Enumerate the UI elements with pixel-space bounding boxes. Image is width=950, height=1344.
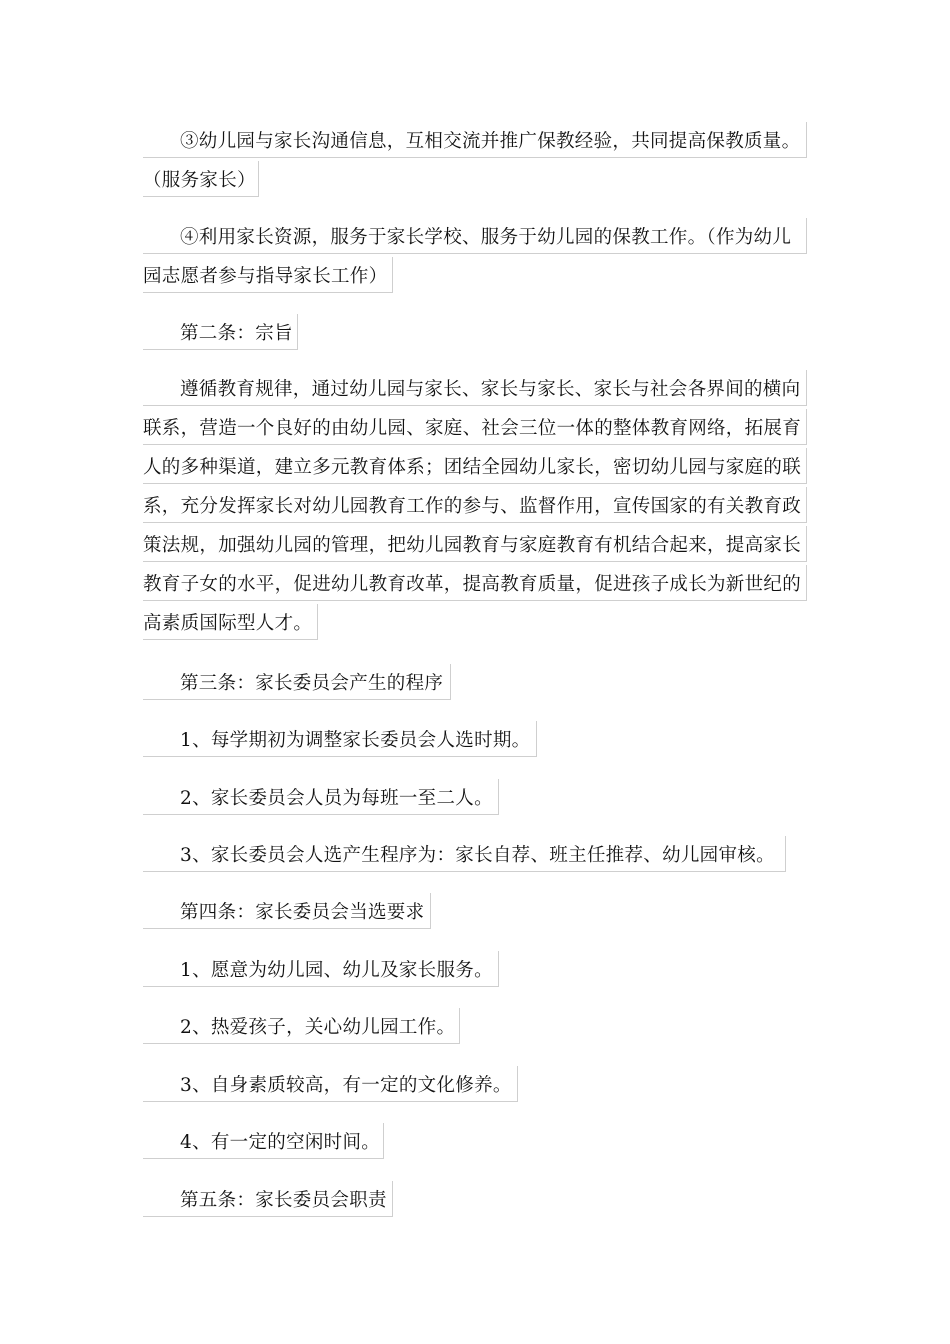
heading-text: 第三条：家长委员会产生的程序 xyxy=(143,664,451,700)
line-text: 教育子女的水平，促进幼儿教育改革，提高教育质量，促进孩子成长为新世纪的 xyxy=(143,565,807,601)
text-line xyxy=(143,314,298,353)
paragraph-item-4 xyxy=(143,218,807,296)
section-heading-5 xyxy=(143,1181,393,1220)
text-line xyxy=(143,604,807,643)
text-line xyxy=(143,1181,393,1220)
list-item xyxy=(143,836,786,875)
text-line xyxy=(143,526,807,565)
text-line xyxy=(143,487,807,526)
heading-text: 第五条：家长委员会职责 xyxy=(143,1181,393,1217)
line-text: ③幼儿园与家长沟通信息，互相交流并推广保教经验，共同提高保教质量。 xyxy=(143,122,807,158)
list-item xyxy=(143,779,499,818)
line-text: 3、家长委员会人选产生程序为：家长自荐、班主任推荐、幼儿园审核。 xyxy=(143,836,786,872)
text-line xyxy=(143,836,786,875)
list-item xyxy=(143,721,537,760)
text-line xyxy=(143,370,807,409)
heading-text: 第二条：宗旨 xyxy=(143,314,298,350)
list-item xyxy=(143,1066,518,1105)
line-text: 策法规，加强幼儿园的管理，把幼儿园教育与家庭教育有机结合起来，提高家长 xyxy=(143,526,807,562)
line-text: ④利用家长资源，服务于家长学校、服务于幼儿园的保教工作。（作为幼儿 xyxy=(143,218,807,254)
text-line xyxy=(143,218,807,257)
line-text: 高素质国际型人才。 xyxy=(143,604,318,640)
text-line xyxy=(143,122,807,161)
text-line xyxy=(143,951,499,990)
text-line xyxy=(143,565,807,604)
heading-text: 第四条：家长委员会当选要求 xyxy=(143,893,431,929)
list-item xyxy=(143,951,499,990)
text-line xyxy=(143,161,807,200)
line-text: 2、家长委员会人员为每班一至二人。 xyxy=(143,779,499,815)
paragraph-purpose xyxy=(143,370,807,643)
section-heading-4 xyxy=(143,893,431,932)
line-text: 3、自身素质较高，有一定的文化修养。 xyxy=(143,1066,518,1102)
line-text: 1、愿意为幼儿园、幼儿及家长服务。 xyxy=(143,951,499,987)
line-text: 人的多种渠道，建立多元教育体系；团结全园幼儿家长，密切幼儿园与家庭的联 xyxy=(143,448,807,484)
list-item xyxy=(143,1123,384,1162)
text-line xyxy=(143,1123,384,1162)
text-line xyxy=(143,448,807,487)
line-text: 联系，营造一个良好的由幼儿园、家庭、社会三位一体的整体教育网络，拓展育 xyxy=(143,409,807,445)
text-line xyxy=(143,664,451,703)
line-text: （服务家长） xyxy=(143,161,259,197)
list-item xyxy=(143,1008,460,1047)
line-text: 2、热爱孩子，关心幼儿园工作。 xyxy=(143,1008,460,1044)
text-line xyxy=(143,257,807,296)
text-line xyxy=(143,779,499,818)
line-text: 4、有一定的空闲时间。 xyxy=(143,1123,384,1159)
line-text: 遵循教育规律，通过幼儿园与家长、家长与家长、家长与社会各界间的横向 xyxy=(143,370,807,406)
line-text: 系，充分发挥家长对幼儿园教育工作的参与、监督作用，宣传国家的有关教育政 xyxy=(143,487,807,523)
text-line xyxy=(143,893,431,932)
text-line xyxy=(143,721,537,760)
text-line xyxy=(143,409,807,448)
paragraph-item-3 xyxy=(143,122,807,200)
line-text: 园志愿者参与指导家长工作） xyxy=(143,257,393,293)
text-line xyxy=(143,1066,518,1105)
section-heading-2 xyxy=(143,314,298,353)
line-text: 1、每学期初为调整家长委员会人选时期。 xyxy=(143,721,537,757)
section-heading-3 xyxy=(143,664,451,703)
text-line xyxy=(143,1008,460,1047)
